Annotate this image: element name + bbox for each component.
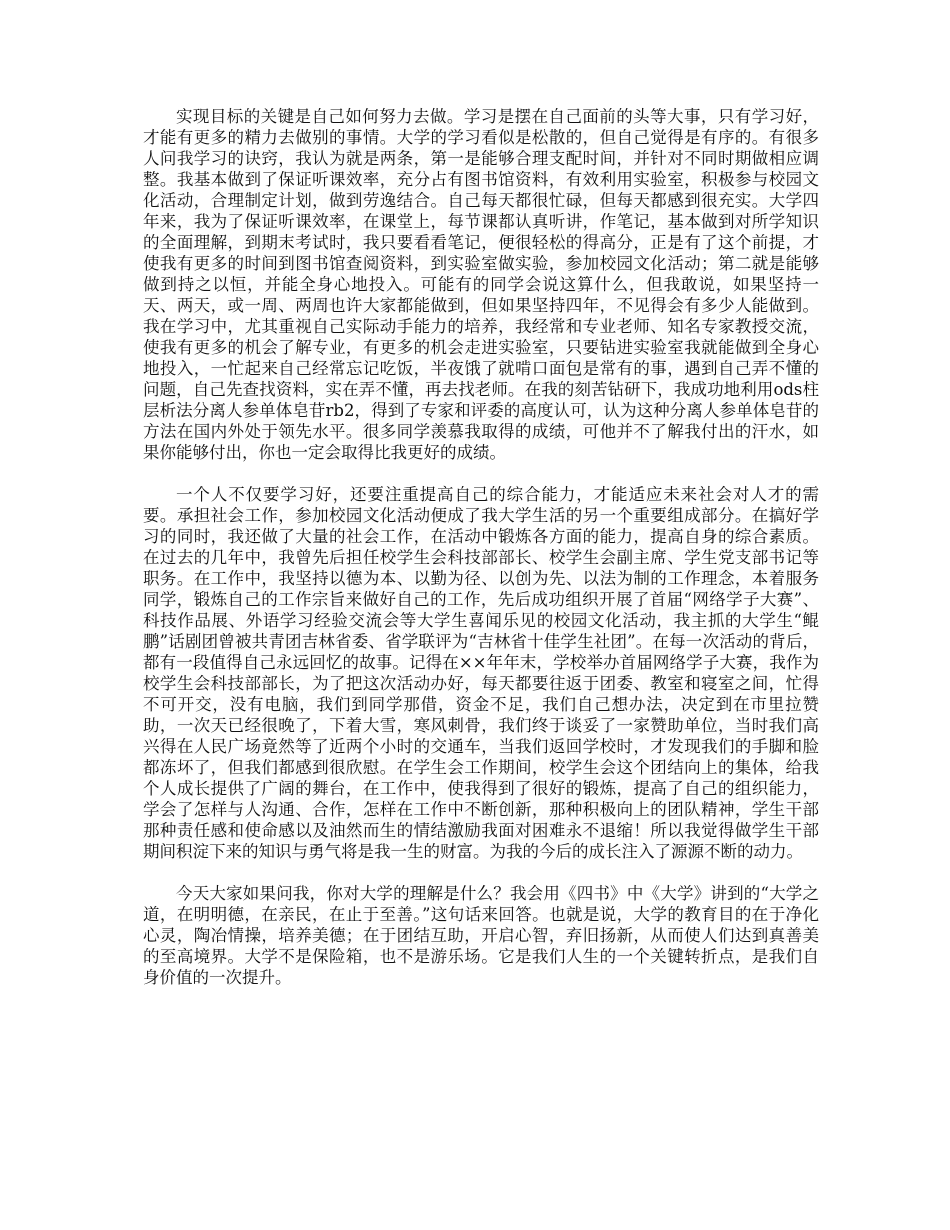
paragraph-study: 实现目标的关键是自己如何努力去做。学习是摆在自己面前的头等大事，只有学习好，才能有更多的精力去做别的事情。大学的学习看似是松散的，但自己觉得是有序的。有很多人问我学习的诀窍，我认为就是两条，第一是能够合理支配时间，并针对不同时期做相应调整。我基本做到了保证听课效率，充分占有图书馆资料，有效利用实验室，积极参与校园文化活动，合理制定计划，做到劳逸结合。自己每天都很忙碌，但每天都感到很充实。大学四年来，我为了保证听课效率，在课堂上，每节课都认真听讲，作笔记，基本做到对所学知识的全面理解，到期末考试时，我只要看看笔记，便很轻松的得高分，正是有了这个前提，才使我有更多的时间到图书馆查阅资料，到实验室做实验，参加校园文化活动；第二就是能够做到持之以恒，并能全身心地投入。可能有的同学会说这算什么，但我敢说，如果坚持一天、两天，或一周、两周也许大家都能做到，但如果坚持四年，不见得会有多少人能做到。我在学习中，尤其重视自己实际动手能力的培养，我经常和专业老师、知名专家教授交流，使我有更多的机会了解专业，有更多的机会走进实验室，只要钻进实验室我就能做到全身心地投入，一忙起来自己经常忘记吃饭，半夜饿了就啃口面包是常有的事，遇到自己弄不懂的问题，自己先查找资料，实在弄不懂，再去找老师。在我的刻苦钻研下，我成功地利用ods柱层析法分离人参单体皂苷rb2，得到了专家和评委的高度认可，认为这种分离人参单体皂苷的方法在国内外处于领先水平。很多同学羡慕我取得的成绩，可他并不了解我付出的汗水，如果你能够付出，你也一定会取得比我更好的成绩。 bbox=[143, 107, 819, 462]
paragraph-activities: 一个人不仅要学习好，还要注重提高自己的综合能力，才能适应未来社会对人才的需要。承担社会工作，参加校园文化活动便成了我大学生活的另一个重要组成部分。在搞好学习的同时，我还做了大量的社会工作，在活动中锻炼各方面的能力，提高自身的综合素质。在过去的几年中，我曾先后担任校学生会科技部部长、校学生会副主席、学生党支部书记等职务。在工作中，我坚持以德为本、以勤为径、以创为先、以法为制的工作理念，本着服务同学，锻炼自己的工作宗旨来做好自己的工作，先后成功组织开展了首届“网络学子大赛”、科技作品展、外语学习经验交流会等大学生喜闻乐见的校园文化活动，我主抓的大学生“鲲鹏”话剧团曾被共青团吉林省委、省学联评为“吉林省十佳学生社团”。在每一次活动的背后，都有一段值得自己永远回忆的故事。记得在××年年末，学校举办首届网络学子大赛，我作为校学生会科技部部长，为了把这次活动办好，每天都要往返于团委、教室和寝室之间，忙得不可开交，没有电脑，我们到同学那借，资金不足，我们自己想办法，决定到在市里拉赞助，一次天已经很晚了，下着大雪，寒风刺骨，我们终于谈妥了一家赞助单位，当时我们高兴得在人民广场竟然等了近两个小时的交通车，当我们返回学校时，才发现我们的手脚和脸都冻坏了，但我们都感到很欣慰。在学生会工作期间，校学生会这个团结向上的集体，给我个人成长提供了广阔的舞台，在工作中，使我得到了很好的锻炼，提高了自己的组织能力，学会了怎样与人沟通、合作，怎样在工作中不断创新，那种积极向上的团队精神，学生干部那种责任感和使命感以及油然而生的情结激励我面对困难永不退缩！所以我觉得做学生干部期间积淀下来的知识与勇气将是我一生的财富。为我的今后的成长注入了源源不断的动力。 bbox=[143, 485, 819, 861]
paragraph-university: 今天大家如果问我，你对大学的理解是什么？我会用《四书》中《大学》讲到的“大学之道，在明明德，在亲民，在止于至善。”这句话来回答。也就是说，大学的教育目的在于净化心灵，陶冶情操，培养美德；在于团结互助，开启心智，弃旧扬新，从而使人们达到真善美的至高境界。大学不是保险箱，也不是游乐场。它是我们人生的一个关键转折点，是我们自身价值的一次提升。 bbox=[143, 884, 819, 987]
document-page bbox=[143, 106, 819, 988]
